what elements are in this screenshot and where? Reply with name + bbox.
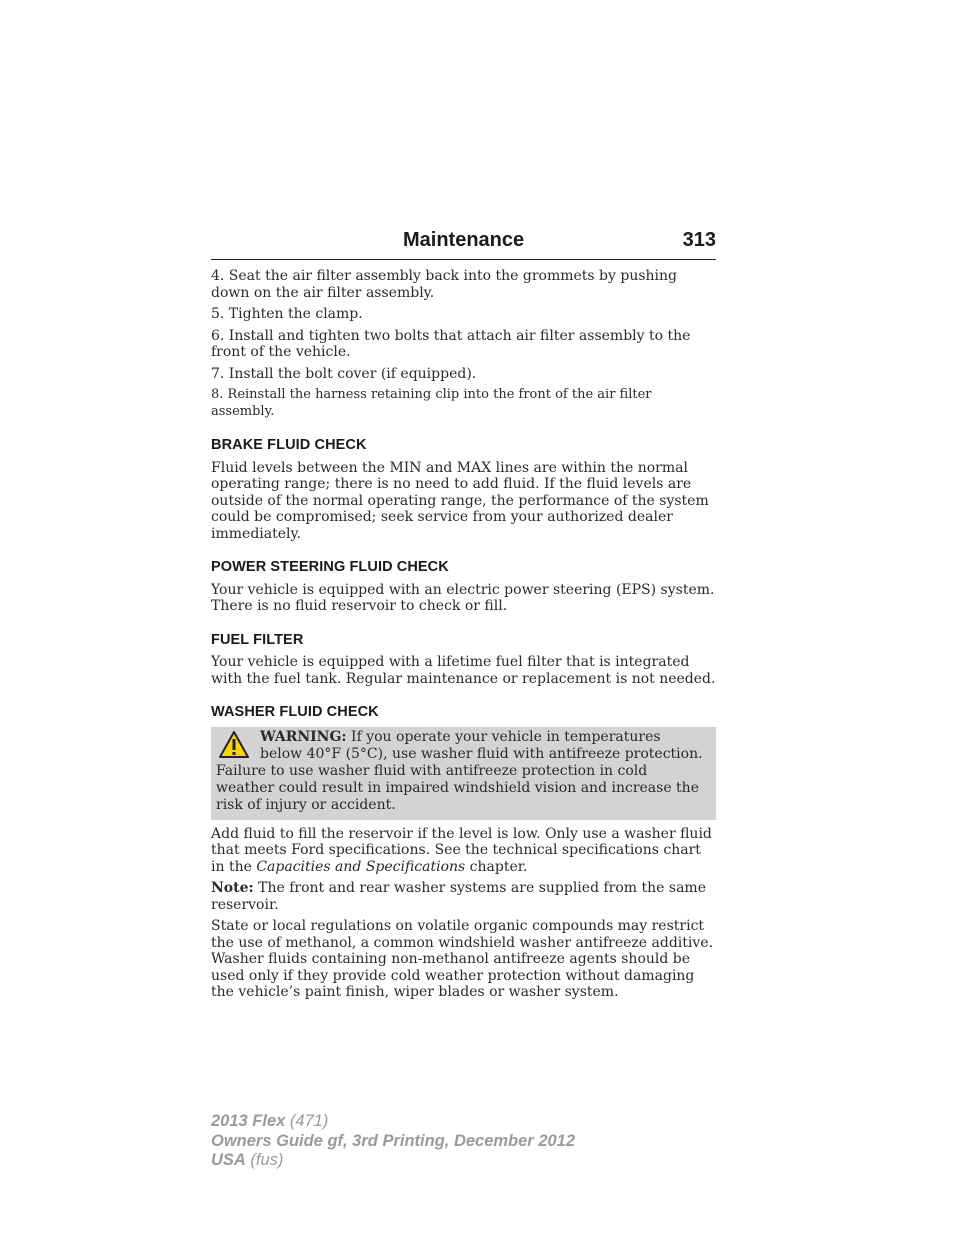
brake-fluid-text: Fluid levels between the MIN and MAX lines are within the normal operating range; there is no need to add fluid. If the fluid levels are outside of the normal operating range, the performance of the system could be compromised; seek service from your authorized dealer immediately.: [211, 459, 709, 542]
note-text: [211, 880, 716, 913]
page-number: 313: [682, 229, 716, 251]
warning-text: If you operate your vehicle in temperatures below 40°F (5°C), use washer fluid with antifreeze protection. Failure to use washer fluid with antifreeze protection in cold weather could result in impaired windshield vision and increase the risk of injury or accident.: [216, 728, 703, 813]
page-footer: [211, 1112, 575, 1171]
fuel-filter-text: Your vehicle is equipped with a lifetime fuel filter that is integrated with the fuel tank. Regular maintenance or replacement is not needed.: [211, 654, 716, 687]
note-label: Note:: [211, 880, 254, 896]
section-title: Maintenance: [403, 229, 525, 251]
power-steering-heading: POWER STEERING FLUID CHECK: [211, 559, 449, 575]
add-fluid-post: chapter.: [465, 858, 528, 875]
add-fluid-pre: Add fluid to fill the reservoir if the level is low. Only use a washer fluid that meets Ford specifications. See the technical specifications chart in the: [211, 825, 712, 875]
power-steering-text: Your vehicle is equipped with an electric power steering (EPS) system. There is no fluid reservoir to check or fill.: [211, 581, 715, 614]
footer-model: 2013 Flex: [211, 1112, 286, 1130]
warning-label: WARNING:: [260, 728, 347, 745]
step-5: 5. Tighten the clamp.: [211, 306, 363, 322]
warning-box: [211, 727, 716, 820]
footer-model-line: [211, 1112, 575, 1132]
warning-triangle-icon: [218, 730, 250, 760]
footer-market-code: (fus): [245, 1151, 284, 1169]
footer-model-code: (471): [285, 1112, 329, 1130]
brake-fluid-heading: BRAKE FLUID CHECK: [211, 437, 367, 453]
step-6: 6. Install and tighten two bolts that attach air filter assembly to the front of the vehicle.: [211, 327, 691, 360]
page-header: [211, 229, 716, 260]
page-content: [211, 268, 716, 1006]
regulations-text: State or local regulations on volatile organic compounds may restrict the use of methanol, a common windshield washer antifreeze additive. Washer fluids containing non-methanol antifreeze agents should be used only if they provide cold weather protection without damaging the vehicle’s paint finish, wiper blades or washer system.: [211, 918, 714, 1000]
capacities-reference: Capacities and Specifications: [256, 858, 466, 875]
washer-fluid-heading: WASHER FLUID CHECK: [211, 704, 379, 720]
step-4: 4. Seat the air filter assembly back into the grommets by pushing down on the air filter assembly.: [211, 268, 677, 301]
step-7: 7. Install the bolt cover (if equipped).: [211, 365, 477, 382]
step-8: 8. Reinstall the harness retaining clip into the front of the air filter assembly.: [211, 387, 652, 419]
footer-market-line: [211, 1151, 575, 1171]
add-fluid-text: [211, 826, 716, 876]
note-body: The front and rear washer systems are supplied from the same reservoir.: [211, 880, 706, 913]
footer-guide: Owners Guide gf, 3rd Printing, December 2012: [211, 1131, 576, 1150]
footer-market: USA: [211, 1151, 246, 1169]
fuel-filter-heading: FUEL FILTER: [211, 631, 304, 648]
